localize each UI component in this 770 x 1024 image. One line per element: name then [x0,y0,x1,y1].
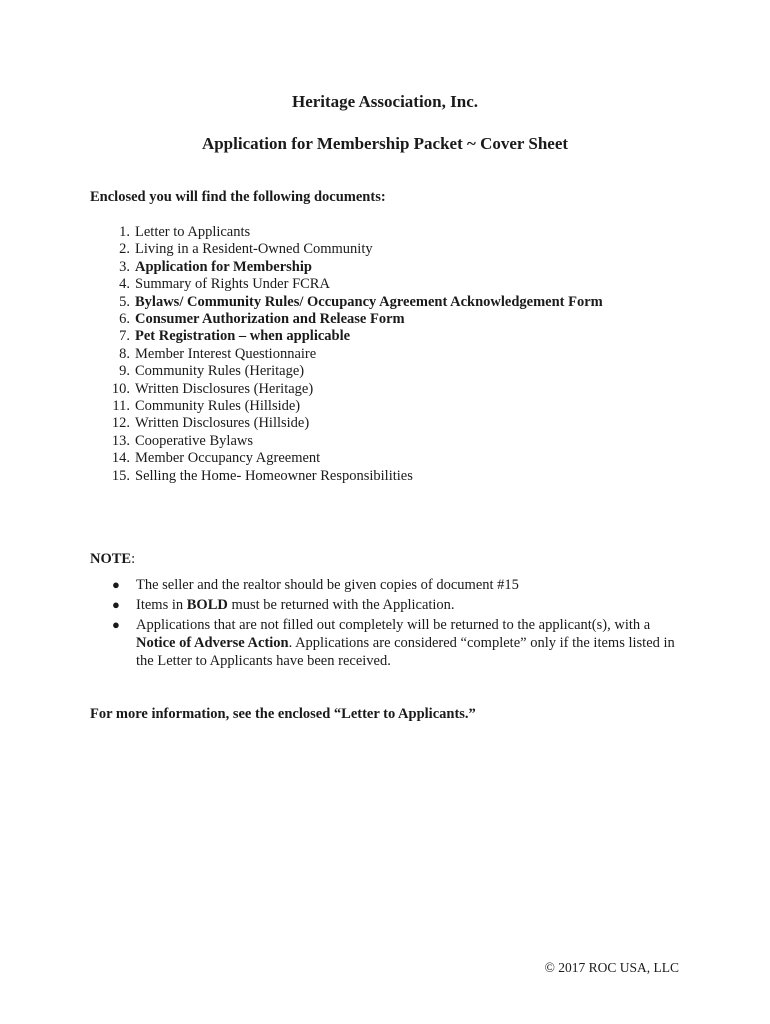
bullet-icon: ● [112,577,120,592]
document-list-item [96,450,616,467]
document-title: Application for Membership [135,258,312,275]
document-title: Selling the Home- Homeowner Responsibilities [135,467,413,484]
document-list-item [96,311,616,328]
note-item [112,576,687,594]
document-number: 4. [119,276,130,293]
document-title: Bylaws/ Community Rules/ Occupancy Agreement Acknowledgement Form [135,293,603,310]
document-list-item [96,468,616,485]
document-list-item [96,224,616,241]
document-title: Living in a Resident-Owned Community [135,241,373,258]
page-title: Application for Membership Packet ~ Cover Sheet [201,134,569,153]
document-list-item [96,363,616,380]
documents-list [96,224,616,485]
copyright-footer: © 2017 ROC USA, LLC [544,960,679,975]
document-title: Written Disclosures (Hillside) [135,415,310,432]
document-title: Community Rules (Heritage) [135,363,305,380]
document-title: Pet Registration – when applicable [135,328,351,345]
document-number: 2. [119,241,130,258]
document-list-item [96,346,616,363]
note-emphasis: Notice of Adverse Action [136,635,289,651]
document-title: Member Interest Questionnaire [135,345,317,362]
document-title: Letter to Applicants [135,224,251,240]
document-list-item [96,398,616,415]
document-number: 12. [111,415,130,432]
bullet-icon: ● [112,597,120,612]
document-list-item [96,433,616,450]
document-title: Cooperative Bylaws [135,432,253,449]
note-item-text [136,596,687,614]
document-number: 9. [119,363,130,380]
document-list-item [96,276,616,293]
document-number: 8. [119,345,130,362]
note-item [112,616,687,670]
document-title: Member Occupancy Agreement [135,450,321,467]
note-text-fragment: Items in [136,597,187,613]
organization-title: Heritage Association, Inc. [291,92,479,111]
document-title: Written Disclosures (Heritage) [135,380,314,397]
more-info-text: For more information, see the enclosed “Letter to Applicants.” [90,706,476,722]
note-item [112,596,687,614]
document-list-item [96,415,616,432]
note-heading [90,551,135,568]
document-list-item [96,259,616,276]
intro-text: Enclosed you will find the following documents: [90,189,386,205]
document-number: 13. [111,432,130,449]
document-number: 10. [111,380,130,397]
document-list-item [96,294,616,311]
note-emphasis: BOLD [186,597,228,613]
document-list-item [96,328,616,345]
document-number: 5. [119,293,130,310]
note-text-fragment: must be returned with the Application. [227,597,455,613]
document-number: 14. [111,450,130,467]
note-item-text [136,616,687,670]
document-number: 7. [119,328,130,345]
note-text-fragment: . Applications are considered “complete” only if the items listed in the Letter to Applicants have been received. [136,635,675,669]
document-number: 6. [119,311,130,328]
bullet-icon: ● [112,617,120,632]
document-title: Consumer Authorization and Release Form [135,311,405,328]
note-item-text [136,576,687,594]
document-number: 1. [119,224,130,240]
document-title: Summary of Rights Under FCRA [135,276,330,293]
note-list [112,576,687,672]
document-number: 15. [111,467,130,484]
note-heading-label: NOTE [90,551,132,567]
note-text-fragment: The seller and the realtor should be given copies of document #15 [136,577,519,593]
note-text-fragment: Applications that are not filled out completely will be returned to the applicant(s), with a [136,617,651,633]
document-list-item [96,241,616,258]
document-list-item [96,381,616,398]
document-number: 3. [119,258,130,275]
note-heading-colon: : [131,551,136,567]
document-title: Community Rules (Hillside) [135,398,301,415]
document-number: 11. [112,398,130,415]
